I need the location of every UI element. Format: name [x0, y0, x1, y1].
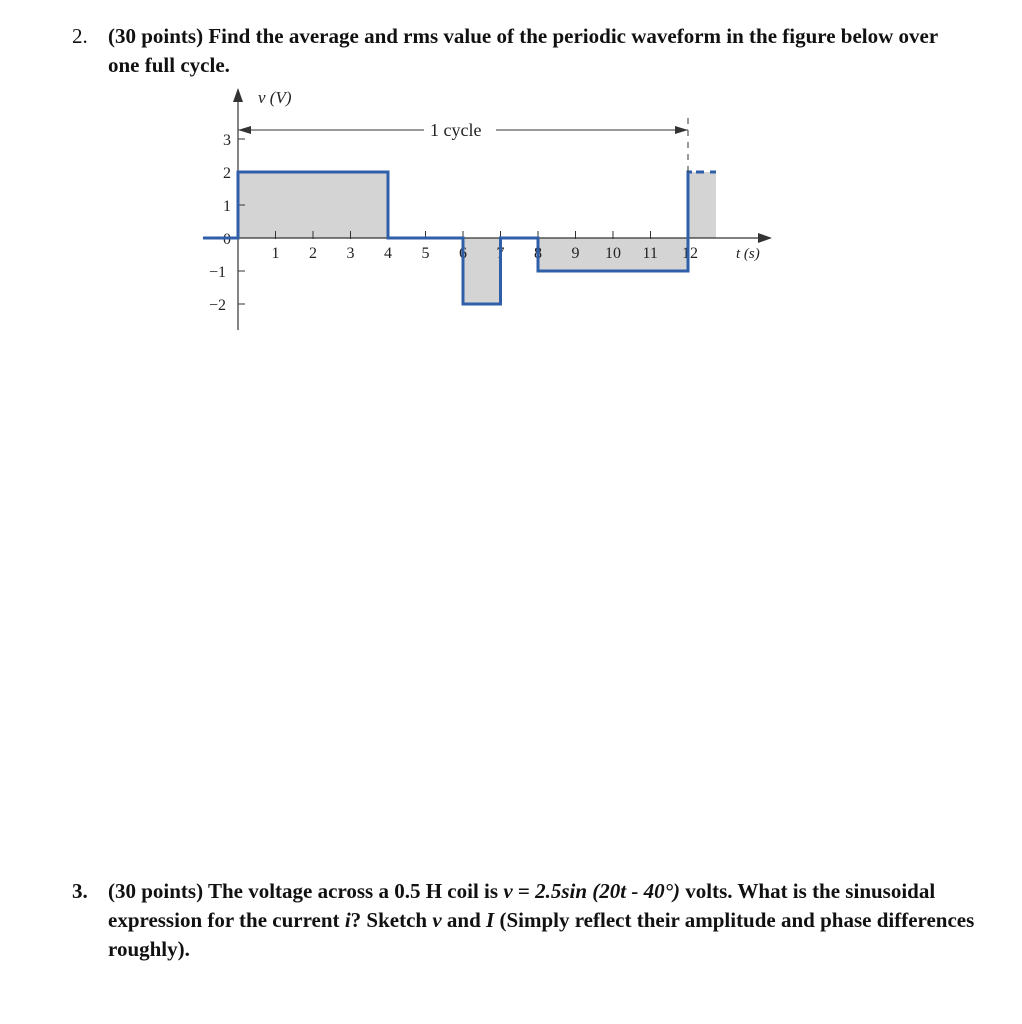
voltage-symbol-2: v	[432, 908, 442, 932]
cycle-label: 1 cycle	[430, 120, 482, 140]
x-tick-label-9: 9	[571, 245, 580, 262]
voltage-axis-arrow	[233, 88, 243, 102]
x-tick-label-2: 2	[309, 245, 317, 262]
problem-3-text	[108, 877, 978, 964]
y-tick-label-0: 3	[223, 132, 231, 149]
y-tick-label-2: 1	[223, 198, 231, 215]
y-tick-label-5: −2	[209, 297, 227, 314]
x-tick-label-6: 6	[459, 245, 467, 262]
y-tick-label-3: 0	[223, 231, 231, 248]
time-axis-arrow	[758, 233, 772, 243]
x-tick-label-12: 12	[682, 245, 698, 262]
shaded-area-continuation	[688, 172, 716, 238]
problem-2-number: 2.	[72, 24, 88, 48]
problem-3-text-part4: and	[441, 908, 487, 932]
current-symbol: i	[344, 908, 351, 932]
voltage-expression: 2.5sin (20t - 40°)	[535, 879, 681, 903]
x-tick-label-1: 1	[271, 245, 280, 262]
y-tick-label-1: 2	[223, 165, 231, 182]
y-tick-label-4: −1	[209, 264, 227, 281]
x-axis-label: t (s)	[736, 246, 760, 262]
cycle-arrowhead-right	[675, 126, 688, 134]
shaded-area-0	[238, 172, 388, 238]
problem-3-text-part1: (30 points) The voltage across a 0.5 H coil is	[108, 879, 504, 903]
x-tick-label-8: 8	[534, 245, 542, 262]
x-tick-label-11: 11	[642, 245, 658, 262]
x-tick-label-5: 5	[421, 245, 430, 262]
x-tick-label-3: 3	[346, 245, 355, 262]
cycle-arrowhead-left	[238, 126, 251, 134]
problem-3-number: 3.	[72, 879, 88, 903]
current-phasor-symbol: I	[486, 908, 495, 932]
x-tick-label-4: 4	[384, 245, 392, 262]
problem-3-text-part2: volts. What is the sinusoidal expression for the current	[108, 879, 936, 932]
y-axis-label: v (V)	[258, 88, 292, 107]
x-tick-label-10: 10	[605, 245, 621, 262]
shaded-area-2	[463, 238, 501, 304]
voltage-symbol: v	[503, 879, 513, 903]
equals-sign: =	[512, 879, 536, 903]
problem-2-text: (30 points) Find the average and rms value of the periodic waveform in the figure below over one full cycle.	[108, 24, 938, 77]
x-tick-label-7: 7	[496, 245, 505, 262]
problem-3-text-part5: (Simply reflect their amplitude and phase differences roughly).	[108, 908, 975, 961]
problem-3-text-part3: ? Sketch	[350, 908, 433, 932]
